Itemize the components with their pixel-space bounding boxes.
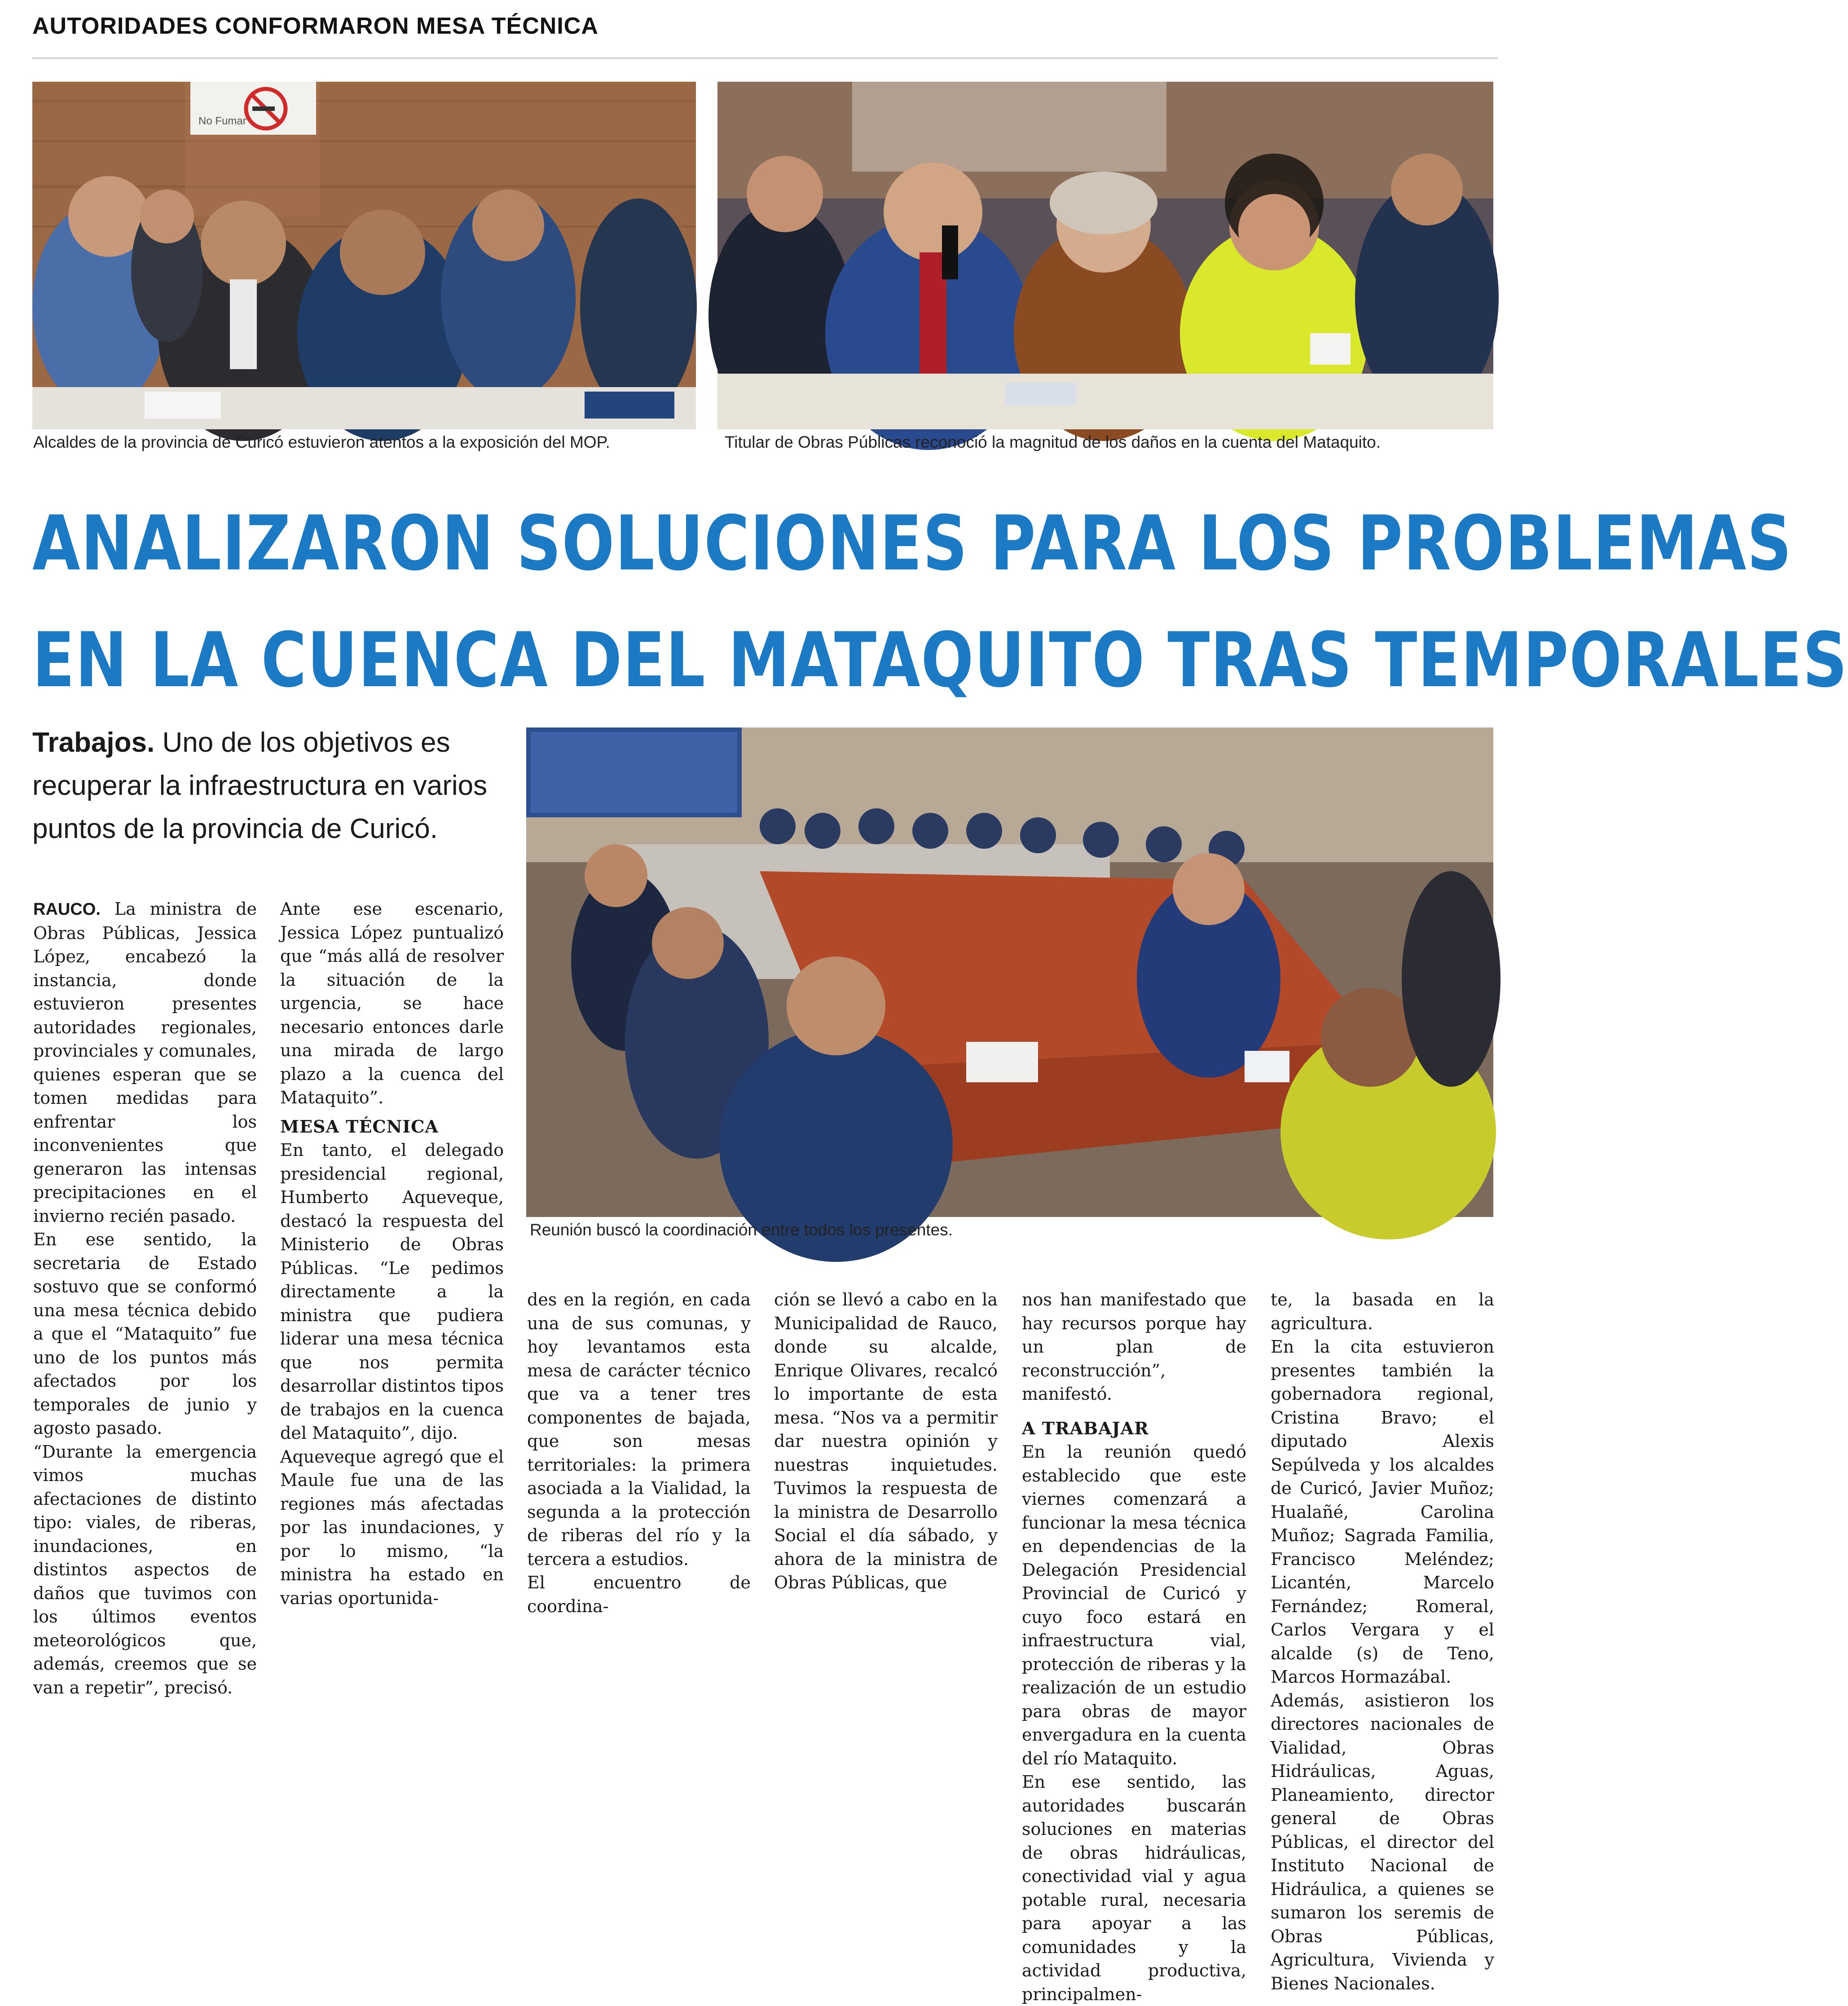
caption-minister: Titular de Obras Públicas reconoció la magnitud de los daños en la cuenta del Mataquito. <box>725 433 1381 451</box>
col5-para-3: En ese sentido, las autoridades buscarán soluciones en materias de obras hidráulicas, conectividad vial y agua potable rural, necesaria para apoyar a las comunidades y la actividad productiva, principalmen- <box>1022 1772 1246 2004</box>
col1-para-2: En ese sentido, la secretaria de Estado sostuvo que se conformó una mesa técnica debido a que el “Mataquito” fue uno de los puntos más afectados por los temporales de junio y agosto pasado. <box>33 1230 257 1438</box>
col2-para-3: Aqueveque agregó que el Maule fue una de las regiones más afectadas por las inundaciones, y por lo mismo, “la ministra ha estado en varias oportunida- <box>280 1446 504 1608</box>
deck <box>32 721 517 851</box>
photo-meeting <box>526 727 1493 1217</box>
body-column-5 <box>1022 1288 1246 2006</box>
photo-mayors <box>32 82 696 429</box>
col6-para-3: Además, asistieron los directores nacionales de Vialidad, Obras Hidráulicas, Aguas, Planeamiento, director general de Obras Públicas, el director del Instituto Nacional de Hidráulica, a quienes se sumaron los seremis de Obras Públicas, Agricultura, Vivienda y Bienes Nacionales. <box>1271 1690 1494 1993</box>
body-column-6 <box>1271 1288 1494 1995</box>
photo-minister <box>717 82 1493 429</box>
col2-para-2: En tanto, el delegado presidencial regional, Humberto Aqueveque, destacó la respuesta del Ministerio de Obras Públicas. “Le pedimos directamente a la ministra que pudiera liderar una mesa técnica que nos permita desarrollar distintos tipos de trabajos en la cuenca del Mataquito”, dijo. <box>280 1140 504 1443</box>
caption-meeting: Reunión buscó la coordinación entre todos los presentes. <box>530 1221 953 1239</box>
col5-para-1: nos han manifestado que hay recursos porque hay un plan de reconstrucción”, manifestó. <box>1022 1290 1246 1404</box>
col1-para-3: “Durante la emergencia vimos muchas afectaciones de distinto tipo: viales, de riberas, inundaciones, en distintos aspectos de daños que tuvimos con los últimos eventos meteorológicos que, además, creemos que se van a repetir”, precisó. <box>33 1442 257 1697</box>
body-column-2 <box>280 897 504 1610</box>
deck-lead: Trabajos. <box>32 727 155 758</box>
headline-line-2: EN LA CUENCA DEL MATAQUITO TRAS TEMPORALES <box>32 616 1848 704</box>
col6-para-2: En la cita estuvieron presentes también la gobernadora regional, Cristina Bravo; el diputado Alexis Sepúlveda y los alcaldes de Curicó, Javier Muñoz; Hualañé, Carolina Muñoz; Sagrada Familia, Francisco Meléndez; Licantén, Marcelo Fernández; Romeral, Carlos Vergara y el alcalde (s) de Teno, Marcos Hormazábal. <box>1271 1337 1494 1687</box>
dateline: RAUCO. <box>33 900 101 919</box>
col2-para-1: Ante ese escenario, Jessica López puntualizó que “más allá de resolver la situación de la urgencia, se hace necesario entonces darle una mirada de largo plazo a la cuenca del Mataquito”. <box>280 899 504 1107</box>
caption-mayors: Alcaldes de la provincia de Curicó estuvieron atentos a la exposición del MOP. <box>33 433 610 451</box>
col1-para-1: La ministra de Obras Públicas, Jessica López, encabezó la instancia, donde estuvieron presentes autoridades regionales, provinciales y comunales, quienes esperan que se tomen medidas para enfrentar los inconvenientes que generaron las intensas precipitaciones en el invierno recién pasado. <box>33 899 257 1226</box>
col4-para-1: ción se llevó a cabo en la Municipalidad de Rauco, donde su alcalde, Enrique Olivares, recalcó lo importante de esta mesa. “Nos va a permitir dar nuestra opinión y nuestras inquietudes. Tuvimos la respuesta de la ministra de Desarrollo Social el día sábado, y ahora de la ministra de Obras Públicas, que <box>774 1290 998 1592</box>
body-column-1 <box>33 897 257 1699</box>
body-column-3 <box>527 1288 751 1618</box>
headline-line-1: ANALIZARON SOLUCIONES PARA LOS PROBLEMAS <box>32 499 1792 587</box>
subhead-mesa-tecnica: MESA TÉCNICA <box>280 1116 439 1137</box>
sign-text: No Fumar <box>198 115 246 127</box>
section-kicker: AUTORIDADES CONFORMARON MESA TÉCNICA <box>32 13 598 39</box>
col3-para-2: El encuentro de coordina- <box>527 1573 751 1616</box>
header-divider <box>32 57 1498 59</box>
body-column-4 <box>774 1288 998 1595</box>
page-title <box>32 485 1848 719</box>
col6-para-1: te, la basada en la agricultura. <box>1271 1290 1494 1333</box>
deck-text: Uno de los objetivos es recuperar la infraestructura en varios puntos de la provincia de Curicó. <box>32 727 488 844</box>
col3-para-1: des en la región, en cada una de sus comunas, y hoy levantamos esta mesa de carácter técnico que va a tener tres componentes de bajada, que son mesas territoriales: la primera asociada a la Vialidad, la segunda a la protección de riberas del río y la tercera a estudios. <box>527 1290 751 1569</box>
col5-para-2: En la reunión quedó establecido que este viernes comenzará a funcionar la mesa técnica en dependencias de la Delegación Presidencial Provincial de Curicó y cuyo foco estará en infraestructura vial, protección de riberas y la realización de un estudio para obras de mayor envergadura en la cuenta del río Mataquito. <box>1022 1442 1246 1768</box>
no-smoking-sign <box>190 82 316 135</box>
subhead-a-trabajar: A TRABAJAR <box>1022 1418 1149 1438</box>
